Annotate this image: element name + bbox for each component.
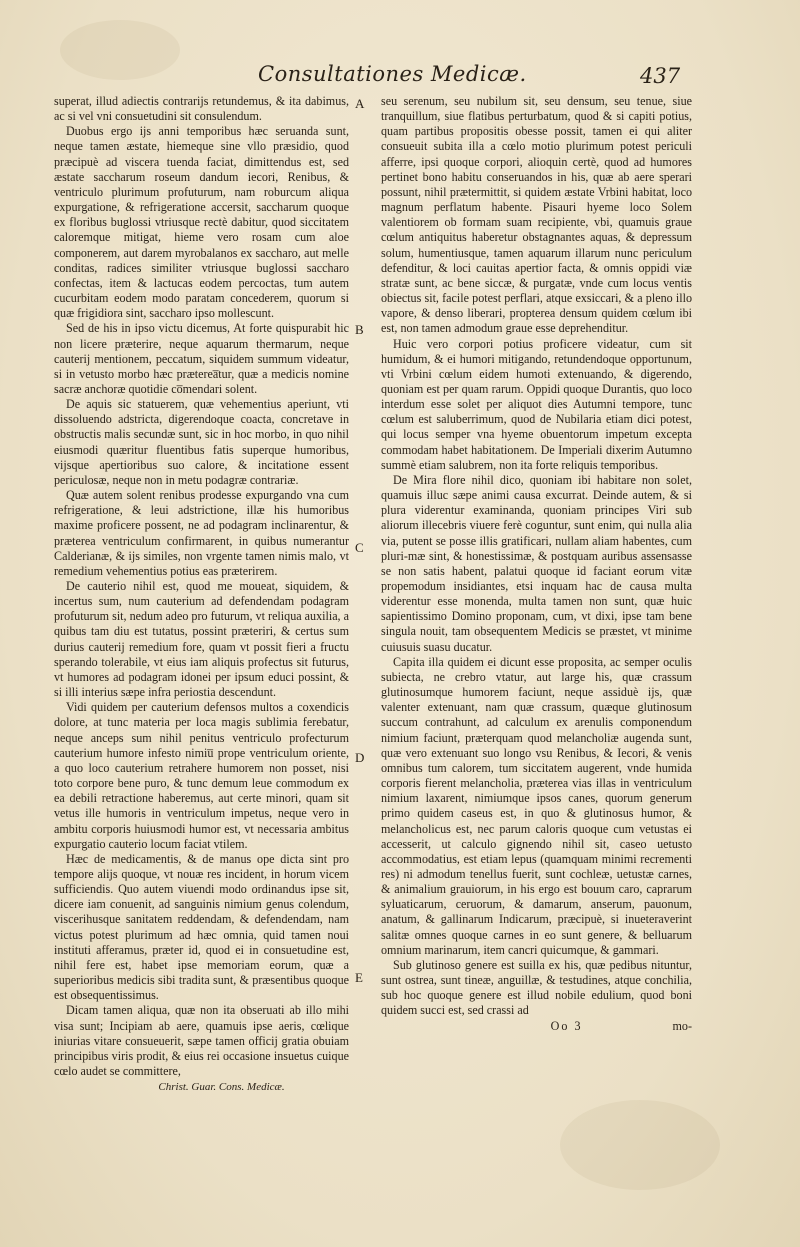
paragraph: Vidi quidem per cauterium defensos multos a coxendicis dolore, at tunc materia per loca magis sublimia ferebatur, neque anceps sum nihil penitus ventriculo profecturum cauterium humore infesto nimiu̅ prope ventriculum oriente, a quo loco cauterium retrahere humorem non posset, nisi toto corpore bene puro, & tunc demum leue commodum ex ea debili retractione haberemus, aut certe minori, quam sit vetus ille humoris in ventriculum impetus, neque vero in ambitu corporis huiusmodi humor est, vt necessaria ambitus expurgatio cauterio locum faciat vtilem. (54, 700, 349, 851)
paragraph: Hæc de medicamentis, & de manus ope dicta sint pro tempore alijs quoque, vt nouæ res incident, in horum vicem sufficiendis. Quo autem viuendi modo ordinandus ipse sit, dicere iam conuenit, ad sanguinis nimium genus colendum, viscerihusque sanitatem reddendam, & defendendam, nam victus potest plurimum ad hæc omnia, quid tamen noui instituti afferamus, præter id, quod ei in consuetudine est, nihil fere est, habet ipse memoriam eorum, quæ a superioribus medicis sibi tradita sunt, & præsentibus quoque est obsequentissimus. (54, 851, 349, 1003)
gathering-signature: Oo 3 (550, 1018, 583, 1033)
catchword-line (381, 1019, 692, 1034)
paper-stain (560, 1100, 720, 1190)
paragraph: Sub glutinoso genere est suilla ex his, quæ pedibus nituntur, sunt ostrea, sunt tineæ, anguillæ, & testudines, atque conchilia, sub hoc quoque genere est illud nobile edulium, quod boni quidem succi est, sed crassi ad (381, 957, 692, 1018)
paragraph: De aquis sic statuerem, quæ vehementius aperiunt, vti dissoluendo adstricta, digerendoque coacta, concretave in obstructis malis secundæ sunt, sic in hoc morbo, in quo nihil eiusmodi quæritur fluentibus fatis superque humoribus, vijsque apertioribus suo calore, & incitatione essent periculosæ, neque non in metu podagræ contrariæ. (54, 397, 349, 487)
margin-letter-b: B (355, 322, 364, 337)
right-column (381, 94, 692, 1034)
paragraph: Capita illa quidem ei dicunt esse proposita, ac semper oculis subiecta, ne crebro vtatur, aut large his, quæ crassum glutinosumque humorem faciunt, neque assiduè ijs, quæ valenter extenuant, nam quæ crassum, quæque glutinosum succum contrahunt, ad calculum ex arenulis componendum nimium faciunt, præterquam quod melancholiæ augenda sunt, quæ vero extenuant suo longo vsu Renibus, & Iecori, & venis omnibus tum calorem, tum siccitatem augerent, vnde humida corporis fierent melancholia, præterea vias illas in ventriculum nimium laxarent, nimiumque ipsos canes, quorum generum primo quidem caseus est, in quo & glutinosus humor, & melancholicus est, nec parum caloris quoque cum vetustas ei accesserit, ut calculo gignendo nihil sit, caseo uetusto accommodatius, est etiam lepus (quamquam minimi recrementi res) ni admodum tenellus fuerit, sunt cochleæ, uetustæ carnes, & animalium grauiorum, in his ergo est bouum caro, caprarum syluaticarum, ceruorum, & damarum, anserum, pauonum, anatum, & gallinarum Indicarum, præcipuè, si inueteraverint salitæ omnes quoque carnes in eo sunt genere, & belluarum omnium marinarum, item cancri quicumque, & gammari. (381, 654, 692, 957)
paragraph: Huic vero corpori potius proficere videatur, cum sit humidum, & ei humori mitigando, retundendoque opportunum, vti Vrbini cœlum eidem humoti extenuando, & digerendo, quoniam est per quam rarum. Oppidi quoque Durantis, quo loco interdum esse solet per aliquot dies Autumni tempore, tunc cœlum est saluberrimum, quod de Nubilaria etiam dici potest, qui locus semper vna hyeme obuentorum impetum excepta commodam habet habitationem. De Imperiali dixerim Autumno summè etiam salubrem, non ita forte reliquis temporibus. (381, 336, 692, 472)
margin-letter-d: D (355, 750, 365, 765)
signature-line: Christ. Guar. Cons. Medicæ. (158, 1081, 285, 1094)
page-header (0, 58, 800, 98)
paragraph: superat, illud adiectis contrarijs retundemus, & ita dabimus, ac si vel vni consuetudini sit consulendum. (54, 94, 349, 124)
paragraph: seu serenum, seu nubilum sit, seu densum, seu tenue, siue tranquillum, siue flatibus perturbatum, quod & si capiti potius, quam partibus propositis obesse possit, tamen ei qui aliter consueuit subita illa a cœlo motio plurimum potest periculi afferre, ipsi quoque corpori, alioquin certè, quod ad humores pertinet bono habitu conseruandos in his, quæ ab aere sperari possunt, nihil prætermittit, si quidem æstate Vrbini habitat, loco magnum perflatum habente. Pisauri hyeme loco Solem valentiorem ob formam suam recipiente, vbi, quamuis graue cœlum antiquitus haberetur obstagnantes aquas, & depressum solum, humentiusque, tamen aquarum illarum nunc periculum defenditur, & loci cauitas apertior facta, & omnis oppidi viæ stratæ sunt, ac bene siccæ, & purgatæ, vnde cum locus ventis obiectus sit, facile potest perflari, atque exsiccari, & a pleno illo vapore, & denso liberari, propterea densum quidem cœlum ibi est, non tamen admodum graue esse deprehenditur. (381, 94, 692, 336)
page-number: 437 (640, 64, 681, 88)
paragraph: De Mira flore nihil dico, quoniam ibi habitare non solet, quamuis illuc sæpe animi causa excurrat. Deinde autem, & si plura viderentur examinanda, quoniam principes Viri sub aliorum illecebris viuere ferè coguntur, sunt enim, qui nulla alia via, putent se posse illis gratificari, nullam aliam habentes, cum pluri-mæ sint, & honestissimæ, & postquam auribus assensasse se non satis habent, palatui quoque id faciant eorum vitæ propemodum insidiantes, etsi inquam hac de causa multa viderentur esse monenda, multa tamen non sunt, quæ huic sapientissimo Domino proponam, cum, vt dixi, ipse tam bene singula nouit, tam obsequentem Medicis se præstet, vt minime cuiusuis suasu ducatur. (381, 472, 692, 654)
running-title: Consultationes Medicæ. (258, 62, 527, 86)
margin-letter-e: E (355, 970, 363, 985)
left-column (54, 94, 349, 1095)
paragraph: Dicam tamen aliqua, quæ non ita obseruati ab illo mihi visa sunt; Incipiam ab aere, quamuis ipse aeris, cœlique iniurias vitare consueuerit, sæpe tamen officij gratia obuiam principibus viris prodit, & eius rei occasione insuetus cuique cœlo audet se committere, (54, 1003, 349, 1078)
catchword: mo- (672, 1018, 692, 1033)
paragraph: Sed de his in ipso victu dicemus, At forte quispurabit hic non licere præterire, neque aquarum thermarum, neque cauterij mentionem, peccatum, siquidem summum videatur, si in vetusto morbo hæc præterea̅tur, quæ a medicis nomine sacræ anchoræ quotidie co̅mendari solent. (54, 321, 349, 396)
paragraph: Duobus ergo ijs anni temporibus hæc seruanda sunt, neque tamen æstate, hiemeque sine vllo præsidio, quod præcipuè ad viscera tuenda faciat, dimittendus est, sed æstate saccharum roseum dandum iecori, Renibus, & ventriculo plurimum profuturum, nam roburcum aliqua expurgatione, & refrigeratione accersit, saccharum quoque ex floribus buglossi vtriusque rectè dabitur, quod siccitatem caloremque mitigat, hieme vero rosam cum aloe componerem, aut darem myrobalanos ex saccharo, aut melle conditas, radices similiter vtriusque buglossi saccharo confectas, item & lactucas eodem percoctas, tum autem cucurbitam eodem modo paratam concederem, quorum si quæ frigidiora sint, saccharo ipso mollescunt. (54, 124, 349, 321)
paragraph: Quæ autem solent renibus prodesse expurgando vna cum refrigeratione, & leui adstrictione, illæ his humoribus maxime proficere possent, ne ad podagram inclinarentur, & præterea ventriculum confirmarent, in quibus numerantur Calderianæ, & ijs similes, non vrgente tamen nimis malo, vt remedium vehementius potius eas præterirem. (54, 488, 349, 578)
margin-letter-a: A (355, 96, 365, 111)
paragraph: De cauterio nihil est, quod me moueat, siquidem, & incertus sum, num cauterium ad defendendam podagram profuturum sit, nedum adeo pro futurum, vt reliqua auxilia, a quibus tam diu est tutatus, possint præteriri, & certus sum durius cauterij remedium fore, quam vt possit fieri a fructu sperando tolerabile, vt eius iam aliquis profectus sit futurus, vt humores ad podagram idonei per ipsum educi possint, & si illi interius sæpe infra periostia descendunt. (54, 579, 349, 700)
margin-letter-c: C (355, 540, 364, 555)
